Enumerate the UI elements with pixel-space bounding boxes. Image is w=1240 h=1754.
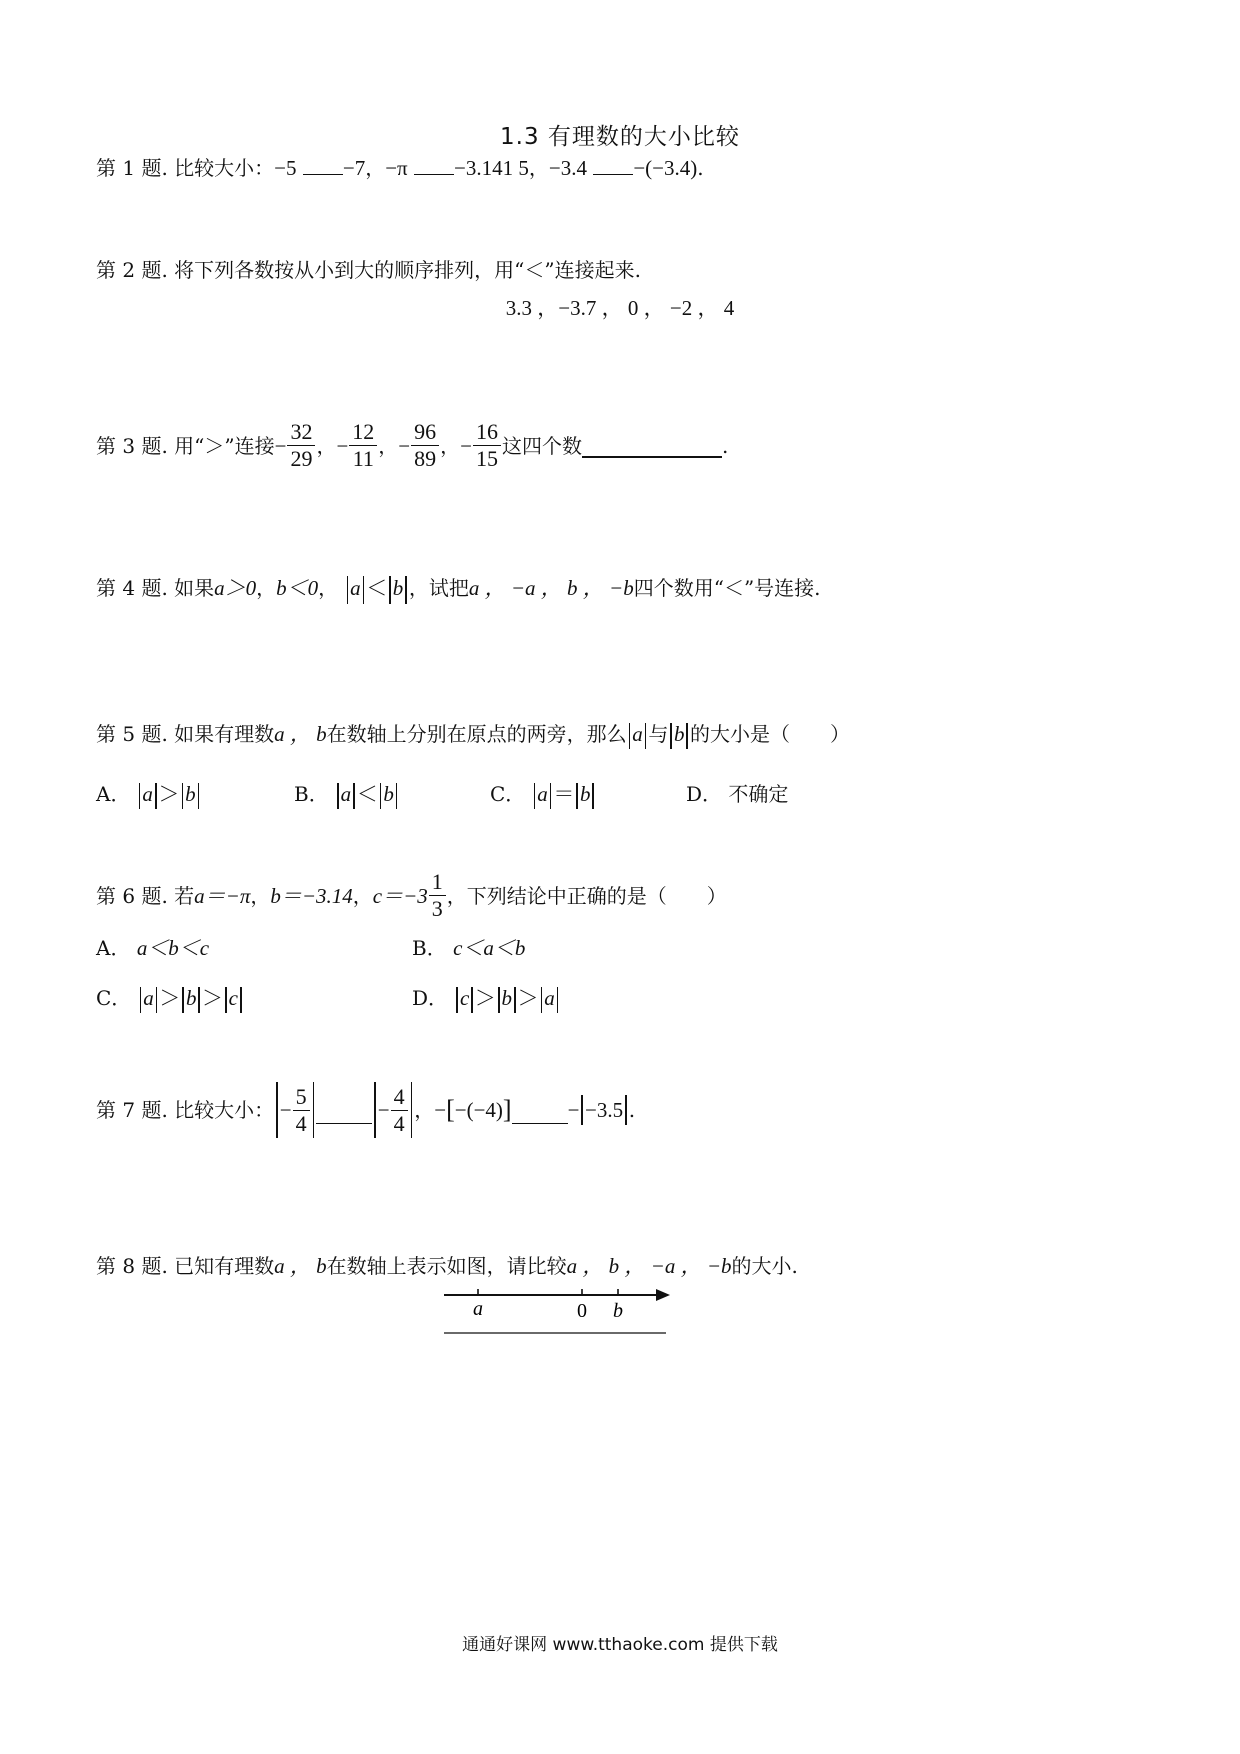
- question-label: 第 7 题.: [96, 1098, 168, 1122]
- label-b: b: [613, 1300, 623, 1322]
- option-b[interactable]: B． c＜a＜b: [412, 936, 526, 960]
- fraction: $\frac{16}{15}$: [473, 420, 501, 471]
- option-c[interactable]: C． a ＞ b ＞ c: [96, 982, 244, 1013]
- question-5: 第 5 题. 如果有理数a ， b在数轴上分别在原点的两旁，那么 a 与 b 的大小是（ ）: [96, 720, 850, 749]
- question-label: 第 8 题.: [96, 1254, 168, 1278]
- option-c[interactable]: C． a ＝ b: [490, 778, 596, 809]
- answer-blank: [303, 156, 343, 175]
- question-7: 第 7 题. 比较大小： − $\frac{5}{4}$ − $\frac{4}{4}$ ， − [ −(−4) ] − −3.5 .: [96, 1082, 635, 1138]
- question-4: 第 4 题. 如果a＞0，b＜0， a ＜ b ，试把a ， −a ， b ， −b四个数用“＜”号连接.: [96, 574, 821, 604]
- answer-blank: [316, 1097, 372, 1124]
- answer-blank: [414, 156, 454, 175]
- number-line-diagram: [440, 1280, 680, 1344]
- option-b[interactable]: B． a ＜ b: [294, 778, 399, 809]
- fraction: $\frac{12}{11}$: [349, 420, 377, 471]
- footer: 通通好课网 www.tthaoke.com 提供下载: [462, 1635, 778, 1655]
- question-8: 第 8 题. 已知有理数a ， b在数轴上表示如图，请比较a ， b ， −a ， −b的大小.: [96, 1254, 798, 1278]
- question-6: 第 6 题. 若 a＝−π ， b＝−3.14 ， c＝−3 $\frac{1}{3}$ ，下列结论中正确的是（ ）: [96, 869, 727, 921]
- fraction: $\frac{1}{3}$: [429, 870, 446, 921]
- number-list: 3.3 ，−3.7 ， 0 ， −2 ， 4: [505, 296, 735, 320]
- question-1: 第 1 题. 比较大小：−5 −7，−π −3.141 5，−3.4 −(−3.4).: [96, 156, 704, 180]
- question-text: 比较大小：: [174, 156, 275, 180]
- fraction: $\frac{32}{29}$: [287, 420, 315, 471]
- question-text: 用“＞”连接: [174, 433, 275, 458]
- question-label: 第 2 题.: [96, 258, 168, 282]
- question-label: 第 1 题.: [96, 156, 168, 180]
- question-3: 第 3 题. 用“＞”连接 − $\frac{32}{29}$ ， − $\frac{12}{11}$ ， − $\frac{96}{89}$ ， − $\frac{16}{15}$ 这四个数 .: [96, 419, 729, 471]
- fraction: $\frac{4}{4}$: [391, 1085, 408, 1136]
- answer-blank: [582, 434, 722, 458]
- axis-arrow: [656, 1289, 670, 1301]
- page-title: 1.3 有理数的大小比较: [500, 124, 740, 150]
- answer-blank: [512, 1097, 568, 1124]
- label-0: 0: [577, 1300, 587, 1322]
- answer-blank: [593, 156, 633, 175]
- label-a: a: [473, 1298, 483, 1320]
- fraction: $\frac{5}{4}$: [293, 1085, 310, 1136]
- question-label: 第 6 题.: [96, 883, 168, 908]
- option-d[interactable]: D． c ＞ b ＞ a: [412, 982, 560, 1013]
- fraction: $\frac{96}{89}$: [411, 420, 439, 471]
- question-2: [96, 256, 641, 284]
- question-label: 第 5 题.: [96, 722, 168, 746]
- option-a[interactable]: A． a ＞ b: [96, 778, 201, 809]
- option-d[interactable]: D． 不确定: [686, 782, 789, 806]
- question-label: 第 3 题.: [96, 433, 168, 458]
- question-label: 第 4 题.: [96, 576, 168, 600]
- option-a[interactable]: A． a＜b＜c: [96, 936, 210, 960]
- question-text: 将下列各数按从小到大的顺序排列，用“＜”连接起来.: [174, 258, 641, 282]
